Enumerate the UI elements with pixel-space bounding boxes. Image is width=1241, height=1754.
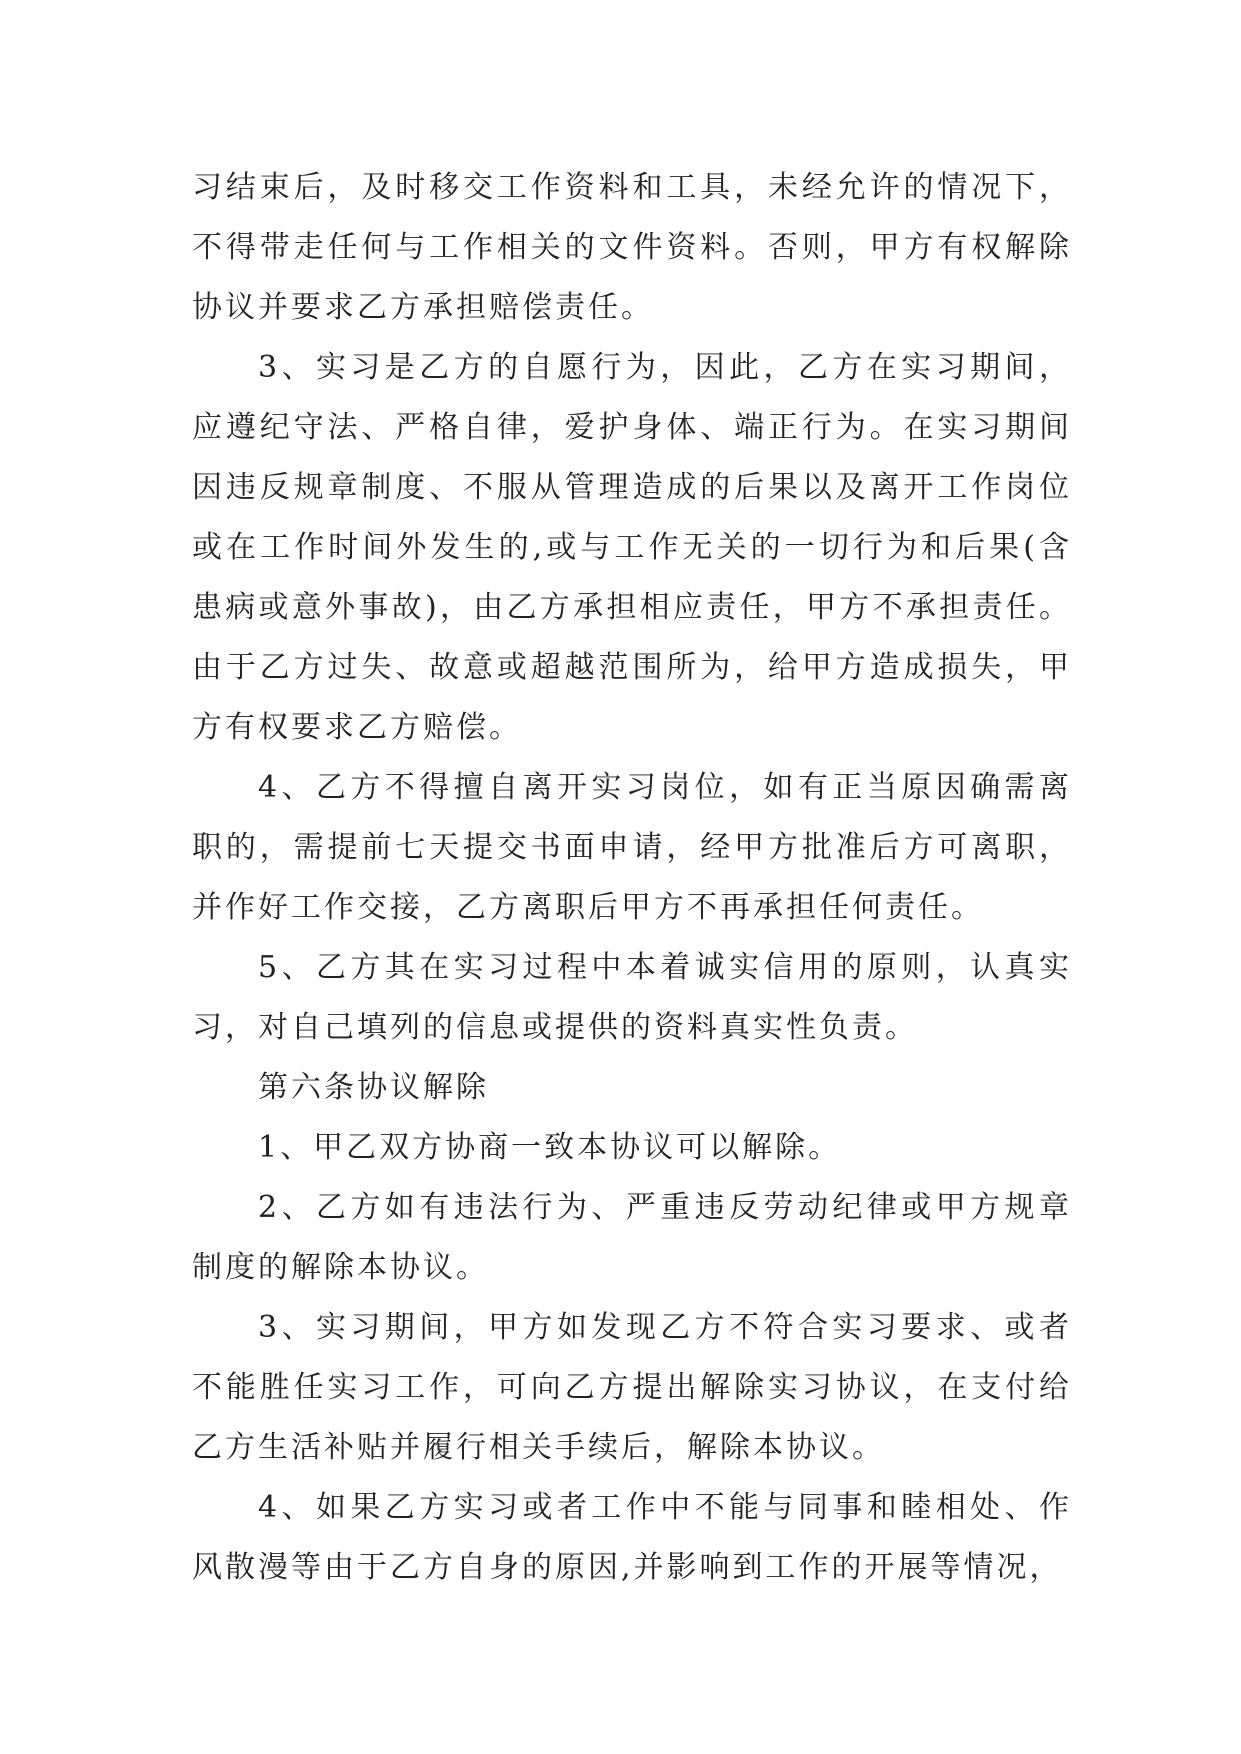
section-heading-article-6: 第六条协议解除 — [258, 1070, 489, 1105]
document-body — [192, 158, 1072, 1598]
paragraph-termination-2: 2、乙方如有违法行为、严重违反劳动纪律或甲方规章制度的解除本协议。 — [192, 1190, 1072, 1285]
paragraph-termination-3: 3、实习期间，甲方如发现乙方不符合实习要求、或者不能胜任实习工作，可向乙方提出解除实习协议，在支付给乙方生活补贴并履行相关手续后，解除本协议。 — [192, 1310, 1072, 1465]
paragraph-clause-3: 3、实习是乙方的自愿行为，因此，乙方在实习期间，应遵纪守法、严格自律，爱护身体、端正行为。在实习期间因违反规章制度、不服从管理造成的后果以及离开工作岗位或在工作时间外发生的,或与工作无关的一切行为和后果(含患病或意外事故)，由乙方承担相应责任，甲方不承担责任。由于乙方过失、故意或超越范围所为，给甲方造成损失，甲方有权要求乙方赔偿。 — [192, 350, 1072, 745]
paragraph-termination-4: 4、如果乙方实习或者工作中不能与同事和睦相处、作风散漫等由于乙方自身的原因,并影响到工作的开展等情况， — [192, 1490, 1072, 1585]
paragraph-termination-1: 1、甲乙双方协商一致本协议可以解除。 — [258, 1130, 842, 1165]
paragraph-clause-4: 4、乙方不得擅自离开实习岗位，如有正当原因确需离职的，需提前七天提交书面申请，经甲方批准后方可离职，并作好工作交接，乙方离职后甲方不再承担任何责任。 — [192, 770, 1072, 925]
paragraph-continuation: 习结束后，及时移交工作资料和工具，未经允许的情况下，不得带走任何与工作相关的文件资料。否则，甲方有权解除协议并要求乙方承担赔偿责任。 — [192, 170, 1072, 325]
paragraph-clause-5: 5、乙方其在实习过程中本着诚实信用的原则，认真实习，对自己填列的信息或提供的资料真实性负责。 — [192, 950, 1072, 1045]
